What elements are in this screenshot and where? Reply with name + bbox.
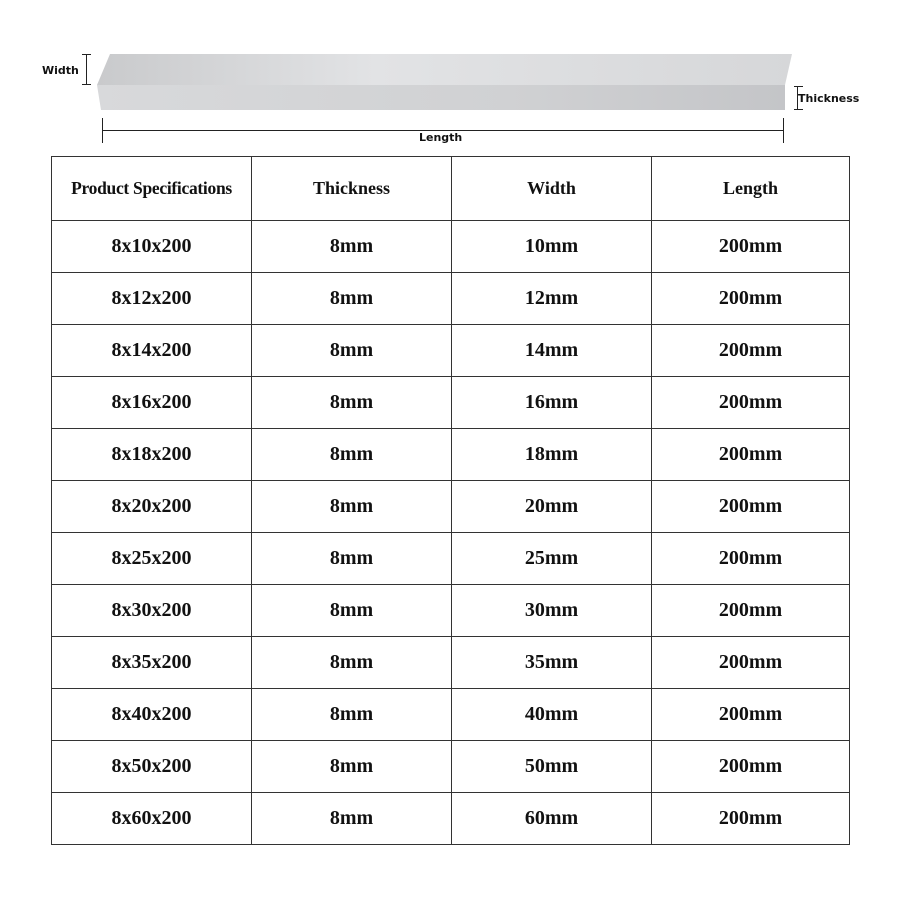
- cell-specification: 8x16x200: [52, 377, 252, 429]
- cell-width: 10mm: [452, 221, 652, 273]
- cell-width: 60mm: [452, 793, 652, 845]
- cell-width: 18mm: [452, 429, 652, 481]
- cell-length: 200mm: [652, 377, 850, 429]
- cell-specification: 8x60x200: [52, 793, 252, 845]
- cell-width: 16mm: [452, 377, 652, 429]
- cell-length: 200mm: [652, 481, 850, 533]
- table-row: [52, 585, 850, 637]
- cell-length: 200mm: [652, 689, 850, 741]
- cell-thickness: 8mm: [252, 273, 452, 325]
- length-label: Length: [419, 131, 463, 144]
- table-row: [52, 325, 850, 377]
- header-length: Length: [652, 157, 850, 221]
- cell-specification: 8x40x200: [52, 689, 252, 741]
- cell-thickness: 8mm: [252, 533, 452, 585]
- cell-thickness: 8mm: [252, 585, 452, 637]
- specifications-table: [51, 156, 850, 845]
- table-row: [52, 533, 850, 585]
- cell-length: 200mm: [652, 325, 850, 377]
- cell-length: 200mm: [652, 221, 850, 273]
- cell-length: 200mm: [652, 533, 850, 585]
- cell-thickness: 8mm: [252, 325, 452, 377]
- cell-width: 35mm: [452, 637, 652, 689]
- width-label: Width: [42, 64, 79, 77]
- cell-length: 200mm: [652, 585, 850, 637]
- header-width: Width: [452, 157, 652, 221]
- cell-width: 50mm: [452, 741, 652, 793]
- cell-specification: 8x12x200: [52, 273, 252, 325]
- cell-specification: 8x10x200: [52, 221, 252, 273]
- cell-thickness: 8mm: [252, 377, 452, 429]
- cell-width: 12mm: [452, 273, 652, 325]
- cell-specification: 8x25x200: [52, 533, 252, 585]
- cell-specification: 8x20x200: [52, 481, 252, 533]
- header-product-specifications: Product Specifications: [52, 157, 252, 221]
- thickness-label: Thickness: [798, 92, 860, 105]
- table-row: [52, 637, 850, 689]
- cell-length: 200mm: [652, 637, 850, 689]
- cell-thickness: 8mm: [252, 481, 452, 533]
- cell-width: 20mm: [452, 481, 652, 533]
- steel-bar-image: [0, 0, 900, 150]
- cell-thickness: 8mm: [252, 221, 452, 273]
- table-row: [52, 429, 850, 481]
- cell-thickness: 8mm: [252, 429, 452, 481]
- table-row: [52, 377, 850, 429]
- cell-specification: 8x30x200: [52, 585, 252, 637]
- cell-width: 14mm: [452, 325, 652, 377]
- cell-thickness: 8mm: [252, 637, 452, 689]
- cell-specification: 8x18x200: [52, 429, 252, 481]
- cell-length: 200mm: [652, 429, 850, 481]
- table-header-row: [52, 157, 850, 221]
- table-row: [52, 221, 850, 273]
- table-row: [52, 741, 850, 793]
- cell-specification: 8x35x200: [52, 637, 252, 689]
- table-row: [52, 481, 850, 533]
- cell-width: 25mm: [452, 533, 652, 585]
- table-row: [52, 273, 850, 325]
- cell-thickness: 8mm: [252, 793, 452, 845]
- cell-length: 200mm: [652, 793, 850, 845]
- cell-specification: 8x14x200: [52, 325, 252, 377]
- cell-thickness: 8mm: [252, 689, 452, 741]
- table-row: [52, 689, 850, 741]
- cell-width: 30mm: [452, 585, 652, 637]
- cell-specification: 8x50x200: [52, 741, 252, 793]
- table-row: [52, 793, 850, 845]
- cell-width: 40mm: [452, 689, 652, 741]
- cell-thickness: 8mm: [252, 741, 452, 793]
- header-thickness: Thickness: [252, 157, 452, 221]
- cell-length: 200mm: [652, 273, 850, 325]
- cell-length: 200mm: [652, 741, 850, 793]
